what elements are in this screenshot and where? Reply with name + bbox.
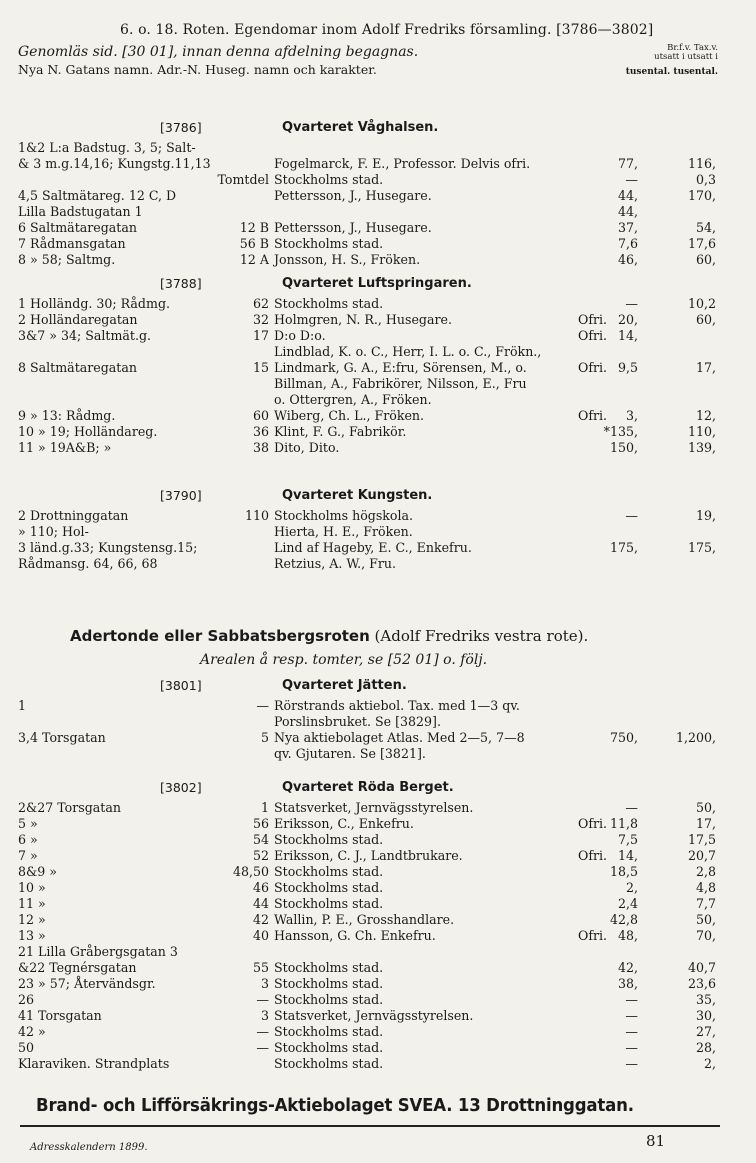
ofri-flag-cell: Ofri. <box>578 408 608 423</box>
tax-value-cell: 54, <box>695 220 716 235</box>
table-row <box>18 376 724 392</box>
table-row <box>18 992 724 1008</box>
fire-value-cell: 14, <box>617 848 638 863</box>
owner-cell: Statsverket, Jernvägsstyrelsen. <box>274 800 474 815</box>
house-number-cell: — <box>256 698 269 713</box>
fire-value-cell: 9,5 <box>617 360 638 375</box>
address-cell: Klaraviken. Strandplats <box>18 1056 170 1071</box>
ofri-flag-cell: Ofri. <box>578 328 608 343</box>
house-number-cell: 32 <box>252 312 269 327</box>
rows-3802 <box>18 800 724 1072</box>
address-cell: 10 » <box>18 880 46 895</box>
owner-cell: Pettersson, J., Husegare. <box>274 220 432 235</box>
owner-cell: Stockholms stad. <box>274 976 384 991</box>
owner-cell: Stockholms stad. <box>274 296 384 311</box>
tax-value-cell: 50, <box>695 800 716 815</box>
fire-value-cell: 42, <box>617 960 638 975</box>
quarter-number: [3788] <box>160 276 202 291</box>
quarter-name: Qvarteret Våghalsen. <box>282 120 439 135</box>
table-row <box>18 524 724 540</box>
quarter-number: [3802] <box>160 780 202 795</box>
owner-cell: Stockholms stad. <box>274 1040 384 1055</box>
rows-3788 <box>18 296 724 456</box>
table-row <box>18 156 724 172</box>
table-row <box>18 140 724 156</box>
table-row <box>18 440 724 456</box>
house-number-cell: 48,50 <box>232 864 269 879</box>
column-header-text: Nya N. Gatans namn. Adr.-N. Huseg. namn och karakter. <box>18 62 377 77</box>
table-row <box>18 392 724 408</box>
tax-value-cell: 17,6 <box>687 236 716 251</box>
tax-value-cell: 30, <box>695 1008 716 1023</box>
house-number-cell: 5 <box>260 730 269 745</box>
address-cell: 9 » 13: Rådmg. <box>18 408 116 423</box>
address-cell: 3,4 Torsgatan <box>18 730 106 745</box>
table-row <box>18 864 724 880</box>
tax-value-cell: 17, <box>695 816 716 831</box>
tax-value-cell: 20,7 <box>687 848 716 863</box>
rote-name: Adertonde eller Sabbatsbergsroten <box>70 627 370 645</box>
address-cell: 6 » <box>18 832 38 847</box>
owner-cell: Wiberg, Ch. L., Fröken. <box>274 408 425 423</box>
owner-cell: Pettersson, J., Husegare. <box>274 188 432 203</box>
value-caption: Br.f.v. Tax.v. <box>667 43 718 53</box>
owner-cell: Stockholms stad. <box>274 896 384 911</box>
address-cell: 2&27 Torsgatan <box>18 800 121 815</box>
tax-value-cell: 19, <box>695 508 716 523</box>
fire-value-cell: 11,8 <box>609 816 638 831</box>
owner-cell: Statsverket, Jernvägsstyrelsen. <box>274 1008 474 1023</box>
fire-value-cell: 18,5 <box>609 864 638 879</box>
owner-cell: o. Ottergren, A., Fröken. <box>274 392 432 407</box>
owner-cell: Eriksson, C. J., Landtbrukare. <box>274 848 463 863</box>
fire-value-cell: 7,6 <box>617 236 638 251</box>
address-cell: 12 » <box>18 912 46 927</box>
fire-value-cell: 44, <box>617 204 638 219</box>
ofri-flag-cell: Ofri. <box>578 312 608 327</box>
address-cell: 7 Rådmansgatan <box>18 236 126 251</box>
tax-value-cell: 35, <box>695 992 716 1007</box>
address-cell: & 3 m.g.14,16; Kungstg.11,13 <box>18 156 211 171</box>
house-number-cell: 46 <box>252 880 269 895</box>
owner-cell: Porslinsbruket. Se [3829]. <box>274 714 441 729</box>
table-row <box>18 928 724 944</box>
fire-value-cell: — <box>625 800 638 815</box>
table-row <box>18 714 724 730</box>
fire-value-cell: 37, <box>617 220 638 235</box>
address-cell: 8&9 » <box>18 864 57 879</box>
owner-cell: Dito, Dito. <box>274 440 340 455</box>
table-row <box>18 556 724 572</box>
table-row <box>18 896 724 912</box>
house-number-cell: 12 B <box>239 220 269 235</box>
fire-value-cell: 46, <box>617 252 638 267</box>
fire-value-cell: 150, <box>609 440 638 455</box>
table-row <box>18 960 724 976</box>
quarter-name: Qvarteret Röda Berget. <box>282 780 454 795</box>
owner-cell: Nya aktiebolaget Atlas. Med 2—5, 7—8 <box>274 730 525 745</box>
advertisement: Brand- och Lifförsäkrings-Aktiebolaget SVEA. 13 Drottninggatan. <box>36 1095 634 1116</box>
tax-value-cell: 60, <box>695 312 716 327</box>
table-row <box>18 540 724 556</box>
quarter-number: [3790] <box>160 488 202 503</box>
fire-value-cell: 7,5 <box>617 832 638 847</box>
house-number-cell: 12 A <box>239 252 269 267</box>
table-row <box>18 328 724 344</box>
house-number-cell: 110 <box>244 508 269 523</box>
utsatt-caption: utsatt i utsatt i <box>654 52 718 62</box>
column-header <box>18 62 718 78</box>
quarter-heading <box>18 120 724 140</box>
quarter-number: [3801] <box>160 678 202 693</box>
quarter-heading <box>18 488 724 508</box>
owner-cell: Stockholms stad. <box>274 1056 384 1071</box>
owner-cell: Billman, A., Fabrikörer, Nilsson, E., Fru <box>274 376 527 391</box>
fire-value-cell: — <box>625 1008 638 1023</box>
rows-3786 <box>18 140 724 268</box>
column-caption <box>654 44 718 62</box>
owner-cell: Wallin, P. E., Grosshandlare. <box>274 912 455 927</box>
ofri-flag-cell: Ofri. <box>578 816 608 831</box>
table-row <box>18 1008 724 1024</box>
tax-value-cell: 110, <box>687 424 716 439</box>
house-number-cell: 62 <box>252 296 269 311</box>
owner-cell: Stockholms högskola. <box>274 508 414 523</box>
owner-cell: Rörstrands aktiebol. Tax. med 1—3 qv. <box>274 698 520 713</box>
house-number-cell: 54 <box>252 832 269 847</box>
address-cell: Rådmansg. 64, 66, 68 <box>18 556 158 571</box>
owner-cell: Stockholms stad. <box>274 1024 384 1039</box>
table-row <box>18 204 724 220</box>
table-row <box>18 880 724 896</box>
address-cell: 21 Lilla Gråbergsgatan 3 <box>18 944 178 959</box>
table-row <box>18 1040 724 1056</box>
house-number-cell: 36 <box>252 424 269 439</box>
fire-value-cell: 20, <box>617 312 638 327</box>
tax-value-cell: 2, <box>703 1056 716 1071</box>
address-cell: 23 » 57; Återvändsgr. <box>18 976 156 991</box>
table-row <box>18 746 724 762</box>
tax-value-cell: 40,7 <box>687 960 716 975</box>
book-title: Adresskalendern 1899. <box>30 1142 148 1153</box>
owner-cell: Stockholms stad. <box>274 864 384 879</box>
owner-cell: Lindblad, K. o. C., Herr, I. L. o. C., Frökn., <box>274 344 542 359</box>
fire-value-cell: — <box>625 1040 638 1055</box>
block-3802 <box>18 780 724 1072</box>
rote-heading <box>70 628 588 644</box>
fire-value-cell: — <box>625 992 638 1007</box>
tax-value-cell: 12, <box>695 408 716 423</box>
table-row <box>18 236 724 252</box>
instruction-text: Genomläs sid. [30 01], innan denna afdelning begagnas. <box>18 44 419 60</box>
owner-cell: Jonsson, H. S., Fröken. <box>274 252 421 267</box>
divider <box>20 1125 720 1127</box>
address-cell: 8 » 58; Saltmg. <box>18 252 116 267</box>
house-number-cell: — <box>256 1040 269 1055</box>
tax-value-cell: 0,3 <box>695 172 716 187</box>
block-3801 <box>18 678 724 762</box>
fire-value-cell: 42,8 <box>609 912 638 927</box>
table-row <box>18 976 724 992</box>
address-cell: 3&7 » 34; Saltmät.g. <box>18 328 152 343</box>
owner-cell: Stockholms stad. <box>274 236 384 251</box>
table-row <box>18 408 724 424</box>
address-cell: 1 <box>18 698 27 713</box>
house-number-cell: — <box>256 992 269 1007</box>
house-number-cell: 52 <box>252 848 269 863</box>
tax-value-cell: 28, <box>695 1040 716 1055</box>
quarter-number: [3786] <box>160 120 202 135</box>
house-number-cell: 44 <box>252 896 269 911</box>
table-row <box>18 698 724 714</box>
owner-cell: Fogelmarck, F. E., Professor. Delvis ofri. <box>274 156 531 171</box>
owner-cell: Retzius, A. W., Fru. <box>274 556 396 571</box>
rows-3790 <box>18 508 724 572</box>
house-number-cell: 3 <box>260 976 269 991</box>
fire-value-cell: — <box>625 1056 638 1071</box>
address-cell: 2 Drottninggatan <box>18 508 129 523</box>
quarter-name: Qvarteret Luftspringaren. <box>282 276 472 291</box>
table-row <box>18 172 724 188</box>
tusental-caption: tusental. tusental. <box>625 67 718 77</box>
quarter-heading <box>18 780 724 800</box>
table-row <box>18 252 724 268</box>
table-row <box>18 1056 724 1072</box>
owner-cell: qv. Gjutaren. Se [3821]. <box>274 746 426 761</box>
owner-cell: Stockholms stad. <box>274 992 384 1007</box>
table-row <box>18 944 724 960</box>
table-row <box>18 188 724 204</box>
address-cell: 2 Holländaregatan <box>18 312 138 327</box>
house-number-cell: 60 <box>252 408 269 423</box>
tax-value-cell: 17,5 <box>687 832 716 847</box>
table-row <box>18 360 724 376</box>
fire-value-cell: — <box>625 508 638 523</box>
fire-value-cell: — <box>625 1024 638 1039</box>
house-number-cell: 56 B <box>239 236 269 251</box>
block-3786 <box>18 120 724 268</box>
tax-value-cell: 60, <box>695 252 716 267</box>
house-number-cell: 15 <box>252 360 269 375</box>
address-cell: 4,5 Saltmätareg. 12 C, D <box>18 188 177 203</box>
ofri-flag-cell: Ofri. <box>578 848 608 863</box>
table-row <box>18 730 724 746</box>
address-cell: 26 <box>18 992 35 1007</box>
ofri-flag-cell: Ofri. <box>578 360 608 375</box>
running-header: 6. o. 18. Roten. Egendomar inom Adolf Fredriks församling. [3786—3802] <box>120 22 654 38</box>
table-row <box>18 816 724 832</box>
tax-value-cell: 170, <box>687 188 716 203</box>
owner-cell: Hansson, G. Ch. Enkefru. <box>274 928 436 943</box>
owner-cell: Eriksson, C., Enkefru. <box>274 816 414 831</box>
owner-cell: Stockholms stad. <box>274 832 384 847</box>
tax-value-cell: 4,8 <box>695 880 716 895</box>
fire-value-cell: 14, <box>617 328 638 343</box>
tax-value-cell: 23,6 <box>687 976 716 991</box>
table-row <box>18 912 724 928</box>
quarter-heading <box>18 276 724 296</box>
tax-value-cell: 50, <box>695 912 716 927</box>
table-row <box>18 344 724 360</box>
address-cell: Lilla Badstugatan 1 <box>18 204 143 219</box>
house-number-cell: 38 <box>252 440 269 455</box>
house-number-cell: 3 <box>260 1008 269 1023</box>
fire-value-cell: 38, <box>617 976 638 991</box>
house-number-cell: 42 <box>252 912 269 927</box>
house-number-cell: 40 <box>252 928 269 943</box>
house-number-cell: 56 <box>252 816 269 831</box>
table-row <box>18 312 724 328</box>
address-cell: &22 Tegnérsgatan <box>18 960 137 975</box>
owner-cell: D:o D:o. <box>274 328 326 343</box>
address-cell: 10 » 19; Holländareg. <box>18 424 158 439</box>
block-3788 <box>18 276 724 456</box>
fire-value-cell: 750, <box>609 730 638 745</box>
address-cell: 1&2 L:a Badstug. 3, 5; Salt- <box>18 140 196 155</box>
owner-cell: Klint, F. G., Fabrikör. <box>274 424 407 439</box>
address-cell: » 110; Hol- <box>18 524 89 539</box>
fire-value-cell: *135, <box>603 424 638 439</box>
address-cell: 50 <box>18 1040 35 1055</box>
address-cell: 1 Holländg. 30; Rådmg. <box>18 296 171 311</box>
fire-value-cell: 175, <box>609 540 638 555</box>
tax-value-cell: 175, <box>687 540 716 555</box>
fire-value-cell: 3, <box>625 408 638 423</box>
tax-value-cell: 7,7 <box>695 896 716 911</box>
address-cell: 7 » <box>18 848 38 863</box>
owner-cell: Stockholms stad. <box>274 960 384 975</box>
owner-cell: Lindmark, G. A., E:fru, Sörensen, M., o. <box>274 360 527 375</box>
fire-value-cell: 2,4 <box>617 896 638 911</box>
quarter-name: Qvarteret Jätten. <box>282 678 407 693</box>
fire-value-cell: 44, <box>617 188 638 203</box>
tax-value-cell: 2,8 <box>695 864 716 879</box>
tax-value-cell: 17, <box>695 360 716 375</box>
rote-subname: (Adolf Fredriks vestra rote). <box>369 627 589 645</box>
quarter-heading <box>18 678 724 698</box>
address-cell: 11 » 19A&B; » <box>18 440 112 455</box>
fire-value-cell: 77, <box>617 156 638 171</box>
fire-value-cell: — <box>625 172 638 187</box>
fire-value-cell: 48, <box>617 928 638 943</box>
address-cell: 13 » <box>18 928 46 943</box>
house-number-cell: 17 <box>252 328 269 343</box>
owner-cell: Holmgren, N. R., Husegare. <box>274 312 452 327</box>
owner-cell: Lind af Hageby, E. C., Enkefru. <box>274 540 472 555</box>
table-row <box>18 220 724 236</box>
house-number-cell: — <box>256 1024 269 1039</box>
address-cell: 8 Saltmätaregatan <box>18 360 137 375</box>
table-row <box>18 1024 724 1040</box>
house-number-cell: 55 <box>252 960 269 975</box>
tax-value-cell: 116, <box>687 156 716 171</box>
instruction-line <box>18 44 718 60</box>
fire-value-cell: 2, <box>625 880 638 895</box>
tax-value-cell: 10,2 <box>687 296 716 311</box>
house-number-cell: Tomtdel <box>217 172 269 187</box>
owner-cell: Hierta, H. E., Fröken. <box>274 524 413 539</box>
house-number-cell: 1 <box>260 800 269 815</box>
tax-value-cell: 27, <box>695 1024 716 1039</box>
table-row <box>18 832 724 848</box>
table-row <box>18 296 724 312</box>
quarter-name: Qvarteret Kungsten. <box>282 488 433 503</box>
ofri-flag-cell: Ofri. <box>578 928 608 943</box>
address-cell: 42 » <box>18 1024 46 1039</box>
fire-value-cell: — <box>625 296 638 311</box>
block-3790 <box>18 488 724 572</box>
rote-note: Arealen å resp. tomter, se [52 01] o. följ. <box>200 652 488 668</box>
tax-value-cell: 70, <box>695 928 716 943</box>
rows-3801 <box>18 698 724 762</box>
owner-cell: Stockholms stad. <box>274 880 384 895</box>
address-cell: 5 » <box>18 816 38 831</box>
tax-value-cell: 1,200, <box>675 730 716 745</box>
tax-value-cell: 139, <box>687 440 716 455</box>
address-cell: 3 länd.g.33; Kungstensg.15; <box>18 540 198 555</box>
address-cell: 41 Torsgatan <box>18 1008 102 1023</box>
owner-cell: Stockholms stad. <box>274 172 384 187</box>
address-cell: 6 Saltmätaregatan <box>18 220 137 235</box>
address-cell: 11 » <box>18 896 46 911</box>
table-row <box>18 508 724 524</box>
table-row <box>18 848 724 864</box>
page-number: 81 <box>646 1132 666 1150</box>
table-row <box>18 424 724 440</box>
table-row <box>18 800 724 816</box>
